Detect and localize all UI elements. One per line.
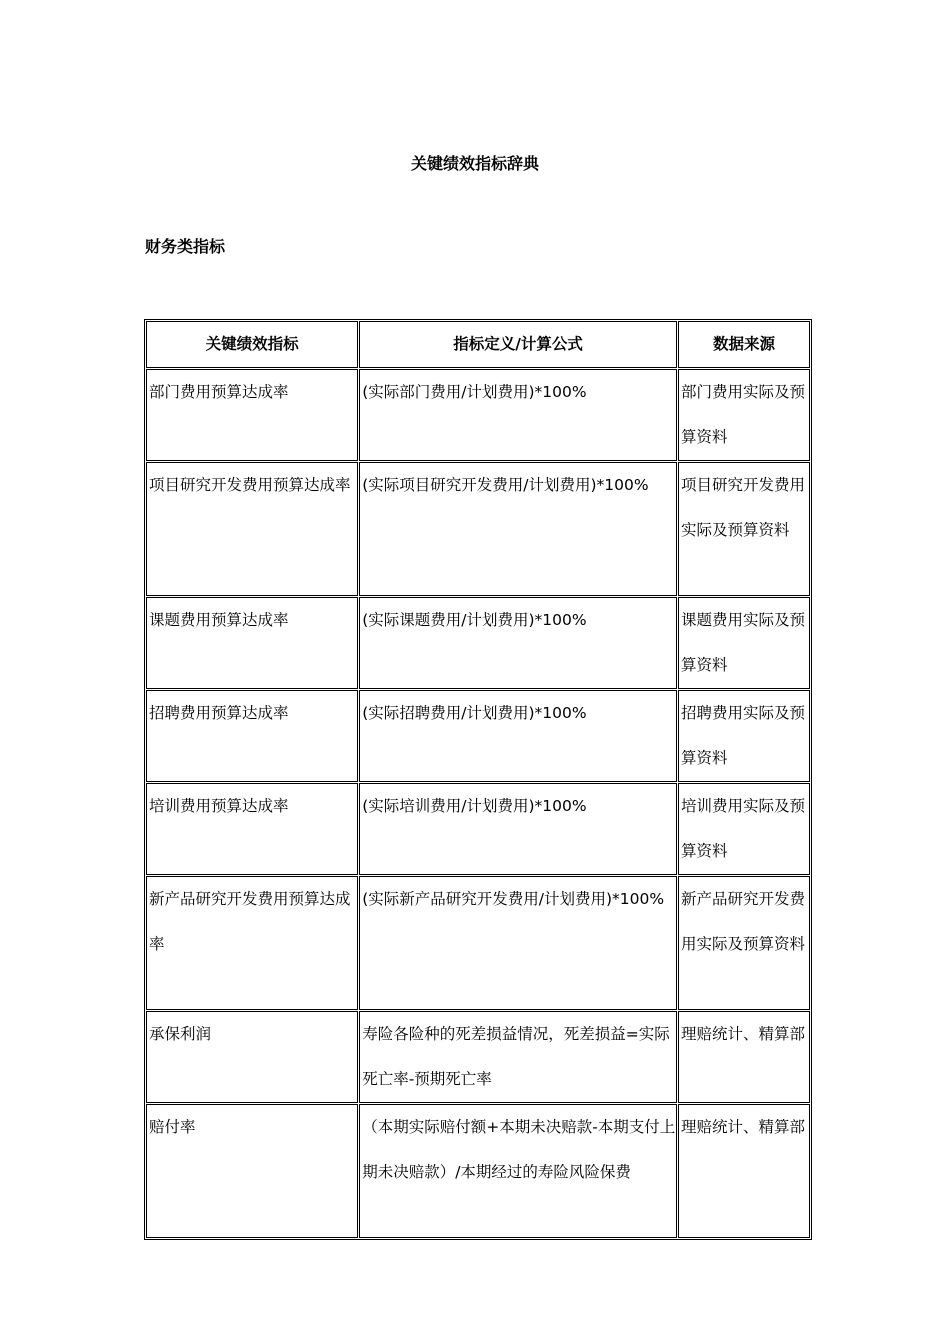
kpi-definition-cell: (实际招聘费用/计划费用)*100% [359, 690, 677, 782]
table-row [146, 369, 810, 461]
table-row [146, 783, 810, 875]
kpi-definition-cell: (实际新产品研究开发费用/计划费用)*100% [359, 876, 677, 1010]
kpi-source-cell: 招聘费用实际及预算资料 [678, 690, 810, 782]
kpi-source-cell: 理赔统计、精算部 [678, 1104, 810, 1238]
section-title: 财务类指标 [145, 237, 226, 256]
kpi-name-cell: 课题费用预算达成率 [146, 597, 358, 689]
kpi-definition-cell: 寿险各险种的死差损益情况，死差损益=实际死亡率-预期死亡率 [359, 1011, 677, 1103]
kpi-source-cell: 培训费用实际及预算资料 [678, 783, 810, 875]
kpi-name-cell: 赔付率 [146, 1104, 358, 1238]
kpi-name-cell: 培训费用预算达成率 [146, 783, 358, 875]
kpi-table [144, 319, 812, 1240]
header-kpi: 关键绩效指标 [146, 321, 358, 368]
kpi-name-cell: 项目研究开发费用预算达成率 [146, 462, 358, 596]
document-title: 关键绩效指标辞典 [410, 154, 539, 173]
kpi-name-cell: 承保利润 [146, 1011, 358, 1103]
kpi-definition-cell: (实际项目研究开发费用/计划费用)*100% [359, 462, 677, 596]
kpi-source-cell: 课题费用实际及预算资料 [678, 597, 810, 689]
kpi-definition-cell: （本期实际赔付额+本期未决赔款-本期支付上期未决赔款）/本期经过的寿险风险保费 [359, 1104, 677, 1238]
table-row [146, 1104, 810, 1238]
kpi-source-cell: 部门费用实际及预算资料 [678, 369, 810, 461]
kpi-source-cell: 项目研究开发费用实际及预算资料 [678, 462, 810, 596]
table-row [146, 462, 810, 596]
kpi-source-cell: 新产品研究开发费用实际及预算资料 [678, 876, 810, 1010]
kpi-definition-cell: (实际课题费用/计划费用)*100% [359, 597, 677, 689]
table-row [146, 1011, 810, 1103]
header-definition: 指标定义/计算公式 [359, 321, 677, 368]
kpi-definition-cell: (实际培训费用/计划费用)*100% [359, 783, 677, 875]
table-header-row [146, 321, 810, 368]
kpi-definition-cell: (实际部门费用/计划费用)*100% [359, 369, 677, 461]
kpi-name-cell: 新产品研究开发费用预算达成率 [146, 876, 358, 1010]
kpi-name-cell: 部门费用预算达成率 [146, 369, 358, 461]
header-source: 数据来源 [678, 321, 810, 368]
kpi-name-cell: 招聘费用预算达成率 [146, 690, 358, 782]
kpi-source-cell: 理赔统计、精算部 [678, 1011, 810, 1103]
table-row [146, 876, 810, 1010]
table-row [146, 690, 810, 782]
table-row [146, 597, 810, 689]
